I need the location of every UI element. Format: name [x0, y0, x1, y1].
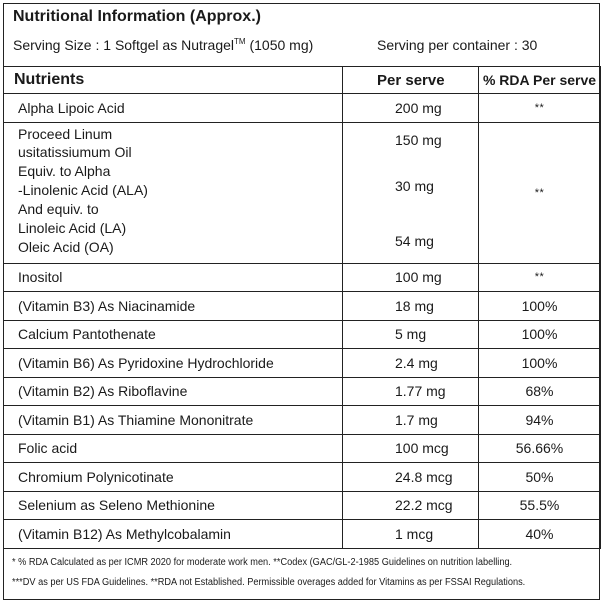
nutrient-rda: 55.5% [479, 491, 601, 520]
nutrient-amount: 100 mcg [343, 434, 479, 463]
nutrient-amount: 100 mg [343, 263, 479, 292]
nutrient-rda: 40% [479, 520, 601, 549]
linum-amount: 150 mg [395, 131, 442, 148]
linum-line: Linoleic Acid (LA) [18, 219, 127, 236]
linum-name-cell [4, 122, 343, 263]
table-row [4, 349, 601, 378]
linum-line: Proceed Linum [18, 125, 113, 142]
table-row-linum [4, 122, 601, 263]
trademark-mark: TM [234, 37, 246, 46]
table-row [4, 406, 601, 435]
table-row [4, 320, 601, 349]
nutrient-rda: 100% [479, 320, 601, 349]
servings-per-container: Serving per container : 30 [377, 37, 538, 53]
linum-line: Equiv. to Alpha [18, 162, 111, 179]
linum-rda: ** [479, 122, 601, 263]
nutrient-name: Folic acid [4, 434, 343, 463]
serving-size [13, 37, 313, 53]
nutrient-name: (Vitamin B6) As Pyridoxine Hydrochloride [4, 349, 343, 378]
nutrient-name: Calcium Pantothenate [4, 320, 343, 349]
nutrient-amount: 22.2 mcg [343, 491, 479, 520]
nutrient-amount: 2.4 mg [343, 349, 479, 378]
linum-line: usitatissiumum Oil [18, 143, 132, 160]
table-row [4, 434, 601, 463]
table-header-row [4, 67, 601, 94]
table-row [4, 292, 601, 321]
nutrient-rda: 56.66% [479, 434, 601, 463]
nutrient-name: (Vitamin B1) As Thiamine Mononitrate [4, 406, 343, 435]
header-rda: % RDA Per serve [479, 67, 601, 94]
nutrient-rda: ** [479, 94, 601, 123]
nutrient-rda: 94% [479, 406, 601, 435]
panel-title: Nutritional Information (Approx.) [13, 8, 261, 25]
table-row [4, 463, 601, 492]
table-row [4, 377, 601, 406]
nutrient-name: (Vitamin B3) As Niacinamide [4, 292, 343, 321]
nutrient-amount: 1.77 mg [343, 377, 479, 406]
nutrient-name: (Vitamin B12) As Methylcobalamin [4, 520, 343, 549]
nutrient-name: Selenium as Seleno Methionine [4, 491, 343, 520]
nutrient-rda: 68% [479, 377, 601, 406]
nutrient-amount: 18 mg [343, 292, 479, 321]
linum-amount: 54 mg [395, 232, 434, 249]
linum-amount: 30 mg [395, 177, 434, 194]
nutrient-name: Inositol [4, 263, 343, 292]
header-per-serve: Per serve [343, 67, 479, 94]
nutrient-amount: 24.8 mcg [343, 463, 479, 492]
serving-size-text: Serving Size : 1 Softgel as Nutragel [13, 37, 235, 53]
footnote-1: * % RDA Calculated as per ICMR 2020 for moderate work men. **Codex (GAC/GL-2-1985 Guidelines on nutrition labelling. [12, 557, 513, 568]
table-row [4, 263, 601, 292]
linum-amount-cell [343, 122, 479, 263]
table-row [4, 491, 601, 520]
nutrient-name: Chromium Polynicotinate [4, 463, 343, 492]
header-nutrients: Nutrients [4, 67, 343, 94]
linum-line: And equiv. to [18, 200, 99, 217]
footnote-2: ***DV as per US FDA Guidelines. **RDA not Established. Permissible overages added for Vitamins as per FSSAI Regulations. [12, 577, 526, 588]
table-row [4, 94, 601, 123]
nutrient-rda: 50% [479, 463, 601, 492]
linum-line: Oleic Acid (OA) [18, 238, 114, 255]
nutrient-rda: ** [479, 263, 601, 292]
nutrient-name: Alpha Lipoic Acid [4, 94, 343, 123]
nutrient-amount: 200 mg [343, 94, 479, 123]
nutrient-name: (Vitamin B2) As Riboflavine [4, 377, 343, 406]
linum-line: -Linolenic Acid (ALA) [18, 181, 148, 198]
nutrient-rda: 100% [479, 349, 601, 378]
nutrient-amount: 1 mcg [343, 520, 479, 549]
nutrient-amount: 1.7 mg [343, 406, 479, 435]
serving-size-weight: (1050 mg) [245, 37, 314, 53]
nutrient-amount: 5 mg [343, 320, 479, 349]
nutrient-rda: 100% [479, 292, 601, 321]
nutrition-table [3, 66, 601, 549]
table-row [4, 520, 601, 549]
